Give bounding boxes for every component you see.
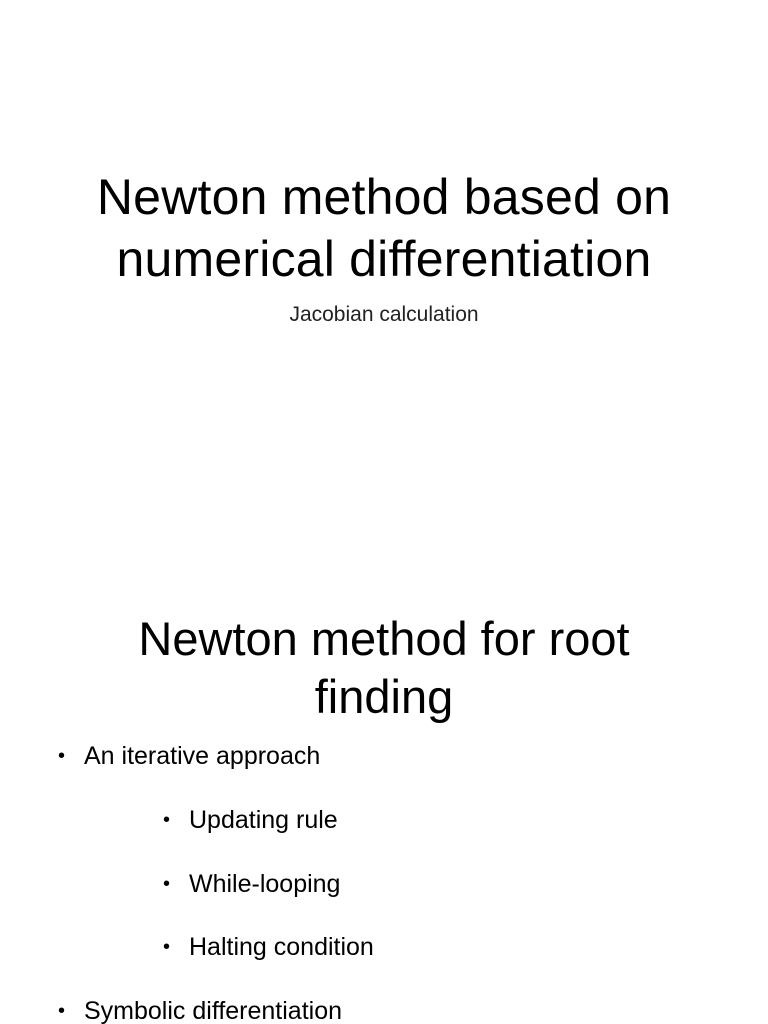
slide-title xyxy=(0,166,768,290)
bullet-icon: • xyxy=(163,936,171,958)
bullet-text: Updating rule xyxy=(189,806,338,834)
slide-subtitle: Jacobian calculation xyxy=(289,303,479,326)
bullet-icon: • xyxy=(58,745,66,767)
bullet-text: Symbolic differentiation xyxy=(84,997,343,1024)
bullet-item xyxy=(58,996,342,1024)
content-slide xyxy=(0,512,768,1024)
bullet-text: An iterative approach xyxy=(84,742,321,770)
sub-bullet-item xyxy=(163,805,338,835)
sub-bullet-item xyxy=(163,869,340,899)
bullet-text: While-looping xyxy=(189,870,341,898)
slide-title-line-2: numerical differentiation xyxy=(116,231,652,287)
bullet-icon: • xyxy=(58,1000,66,1022)
slide-title-line-2: finding xyxy=(314,670,454,723)
sub-bullet-item xyxy=(163,932,374,962)
bullet-icon: • xyxy=(163,809,171,831)
bullet-icon: • xyxy=(163,873,171,895)
bullet-item xyxy=(58,741,320,771)
bullet-list xyxy=(0,512,768,1024)
slide-title-line-1: Newton method for root xyxy=(138,612,630,665)
bullet-text: Halting condition xyxy=(189,933,374,961)
slide-title-line-1: Newton method based on xyxy=(96,169,672,225)
